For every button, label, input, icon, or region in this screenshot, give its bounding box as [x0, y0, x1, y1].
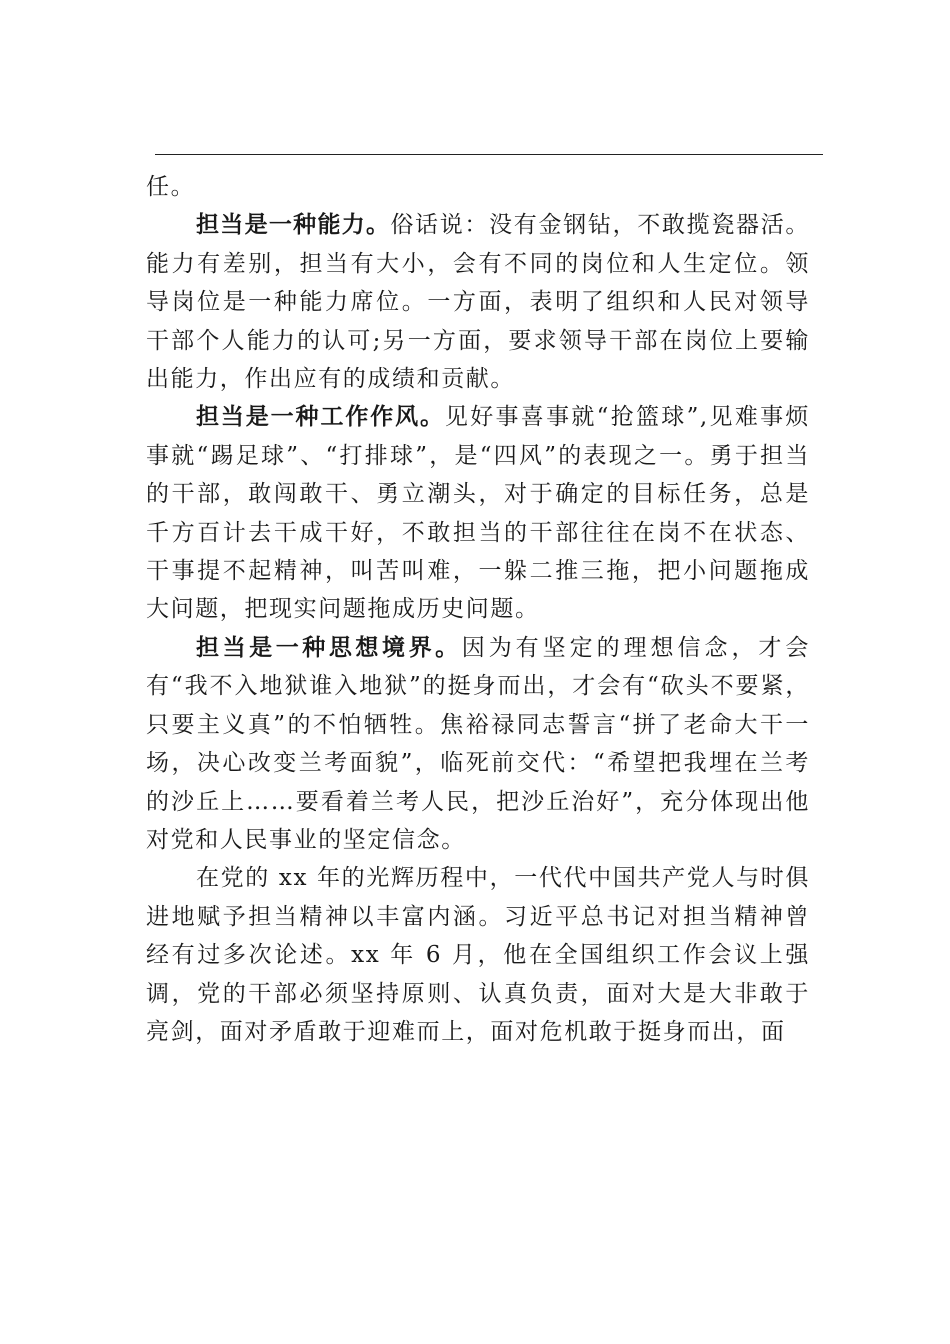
- header-rule: [155, 154, 823, 155]
- body-text: [146, 168, 810, 1051]
- paragraph-4: [146, 629, 810, 859]
- paragraph-lead: 担当是一种能力。: [196, 212, 391, 239]
- paragraph-text: 见好事喜事就“抢篮球”,见难事烦事就“踢足球”、“打排球”，是“四风”的表现之一。勇于担当的干部，敢闯敢干、勇立潮头，对于确定的目标任务，总是千方百计去干成干好，不敢担当的干部往往在岗不在状态、干事提不起精神，叫苦叫难，一躲二推三拖，把小问题拖成大问题，把现实问题拖成历史问题。: [146, 404, 810, 623]
- paragraph-text: 俗话说：没有金钢钻，不敢揽瓷器活。能力有差别，担当有大小，会有不同的岗位和人生定位。领导岗位是一种能力席位。一方面，表明了组织和人民对领导干部个人能力的认可;另一方面，要求领导干部在岗位上要输出能力，作出应有的成绩和贡献。: [146, 212, 811, 393]
- paragraph-1: [146, 168, 810, 206]
- paragraph-text: 任。: [146, 174, 196, 200]
- paragraph-lead: 担当是一种思想境界。: [196, 634, 462, 661]
- paragraph-text: 在党的 xx 年的光辉历程中，一代代中国共产党人与时俱进地赋予担当精神以丰富内涵。习近平总书记对担当精神曾经有过多次论述。xx 年 6 月，他在全国组织工作会议上强调，党的干部必须坚持原则、认真负责，面对大是大非敢于亮剑，面对矛盾敢于迎难而上，面对危机敢于挺身而出，面: [146, 865, 810, 1045]
- paragraph-3: [146, 398, 810, 628]
- paragraph-lead: 担当是一种工作作风。: [196, 404, 445, 431]
- paragraph-5: [146, 859, 810, 1051]
- paragraph-text: 因为有坚定的理想信念，才会有“我不入地狱谁入地狱”的挺身而出，才会有“砍头不要紧，只要主义真”的不怕牺牲。焦裕禄同志誓言“拼了老命大干一场，决心改变兰考面貌”，临死前交代：“希望把我埋在兰考的沙丘上……要看着兰考人民，把沙丘治好”，充分体现出他对党和人民事业的坚定信念。: [146, 634, 811, 853]
- paragraph-2: [146, 206, 810, 398]
